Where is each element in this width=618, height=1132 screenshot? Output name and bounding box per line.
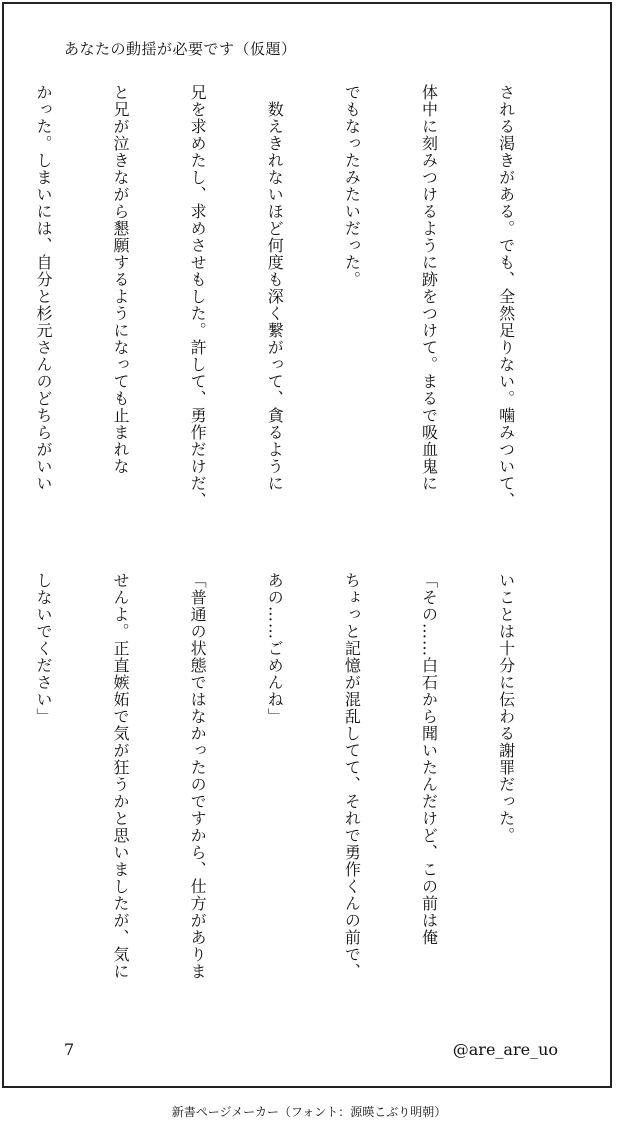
text-line: と兄が泣きながら懇願するようになっても止まれな (111, 84, 131, 475)
text-line: しないでください」 (33, 572, 53, 725)
text-line: 数えきれないほど何度も深く繋がって、貪るように (265, 84, 285, 492)
text-block-bottom (30, 572, 570, 1024)
text-block-top (30, 84, 570, 532)
book-title: あなたの動揺が必要です（仮題） (64, 40, 297, 58)
text-line: ちょっと記憶が混乱してて、それで勇作くんの前で、 (342, 572, 362, 980)
text-line: いことは十分に伝わる謝罪だった。 (496, 572, 516, 844)
book-page (2, 2, 612, 1088)
text-line: される渇きがある。でも、全然足りない。噛みついて、 (496, 84, 516, 509)
text-line: 「普通の状態ではなかったのですから、仕方がありま (188, 572, 208, 980)
page-number: 7 (64, 1040, 75, 1059)
text-line: せんよ。正直嫉妬で気が狂うかと思いましたが、気に (111, 572, 131, 980)
generator-credit: 新書ページメーカー（フォント：源暎こぶり明朝） (171, 1105, 447, 1119)
text-line: 体中に刻みつけるように跡をつけて。まるで吸血鬼に (419, 84, 439, 492)
text-line: でもなったみたいだった。 (342, 84, 362, 288)
text-line: かった。しまいには、自分と杉元さんのどちらがいい (33, 84, 53, 492)
text-line: あの……ごめんね」 (265, 572, 285, 725)
text-line: 兄を求めたし、求めさせもした。許して、勇作だけだ、 (188, 84, 208, 509)
text-line: 「その……白石から聞いたんだけど、この前は俺 (419, 572, 439, 946)
author-handle: @are_are_uo (452, 1040, 558, 1059)
